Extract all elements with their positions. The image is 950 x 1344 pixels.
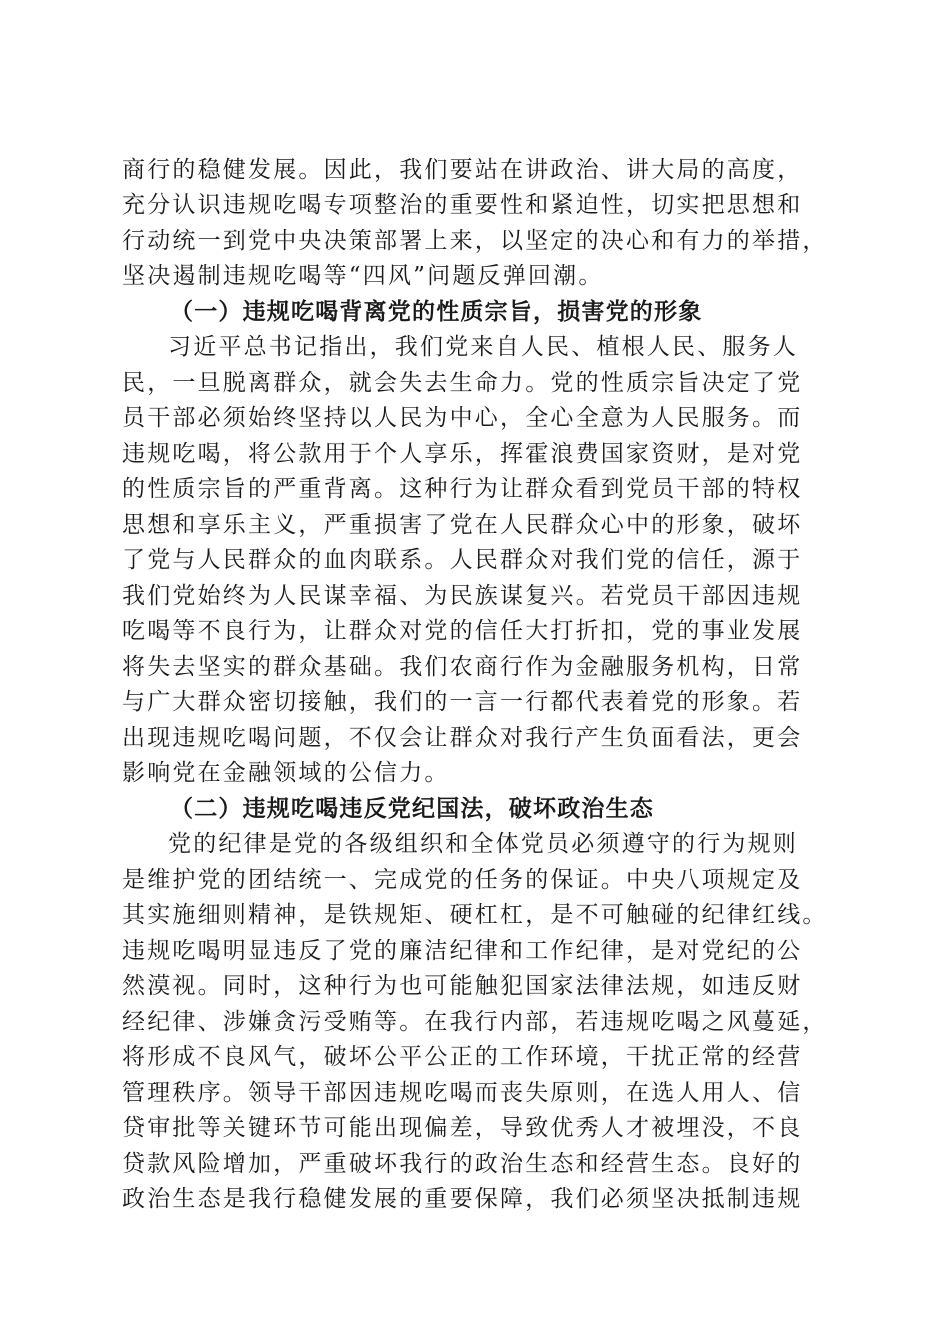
body-text-line: 贷款风险增加，严重破坏我行的政治生态和经营生态。良好的 (122, 1151, 803, 1177)
body-text-line: 充分认识违规吃喝专项整治的重要性和紧迫性，切实把思想和 (122, 192, 803, 218)
section-heading-2: （二）违规吃喝违反党纪国法，破坏政治生态 (170, 796, 654, 822)
body-text-line: 将形成不良风气，破坏公平公正的工作环境，干扰正常的经营 (122, 1044, 803, 1070)
body-text-line: 影响党在金融领域的公信力。 (122, 760, 450, 786)
body-text-line: 的性质宗旨的严重背离。这种行为让群众看到党员干部的特权 (122, 476, 803, 502)
body-text-line: 吃喝等不良行为，让群众对党的信任大打折扣，党的事业发展 (122, 618, 803, 644)
body-text-line: 了党与人民群众的血肉联系。人民群众对我们党的信任，源于 (122, 547, 803, 573)
body-text-line: 违规吃喝明显违反了党的廉洁纪律和工作纪律，是对党纪的公 (122, 938, 803, 964)
body-text-line: 民，一旦脱离群众，就会失去生命力。党的性质宗旨决定了党 (122, 370, 803, 396)
body-text-line: 我们党始终为人民谋幸福、为民族谋复兴。若党员干部因违规 (122, 583, 803, 609)
paragraph-first-line: 党的纪律是党的各级组织和全体党员必须遵守的行为规则 (168, 831, 798, 857)
body-text-line: 违规吃喝，将公款用于个人享乐，挥霍浪费国家资财，是对党 (122, 441, 803, 467)
body-text-line: 管理秩序。领导干部因违规吃喝而丧失原则，在选人用人、信 (122, 1080, 803, 1106)
body-text-line: 坚决遏制违规吃喝等“四风”问题反弹回潮。 (122, 263, 604, 289)
body-text-line: 然漠视。同时，这种行为也可能触犯国家法律法规，如违反财 (122, 973, 803, 999)
body-text-line: 出现违规吃喝问题，不仅会让群众对我行产生负面看法，更会 (122, 725, 803, 751)
body-text-line: 经纪律、涉嫌贪污受贿等。在我行内部，若违规吃喝之风蔓延， (122, 1009, 828, 1035)
body-text-line: 是维护党的团结统一、完成党的任务的保证。中央八项规定及 (122, 867, 803, 893)
body-text-line: 员干部必须始终坚持以人民为中心，全心全意为人民服务。而 (122, 405, 803, 431)
body-text-line: 思想和享乐主义，严重损害了党在人民群众心中的形象，破坏 (122, 512, 803, 538)
section-heading-1: （一）违规吃喝背离党的性质宗旨，损害党的形象 (170, 299, 703, 325)
body-text-line: 贷审批等关键环节可能出现偏差，导致优秀人才被埋没，不良 (122, 1115, 803, 1141)
body-text-line: 行动统一到党中央决策部署上来，以坚定的决心和有力的举措， (122, 228, 828, 254)
body-text-line: 政治生态是我行稳健发展的重要保障，我们必须坚决抵制违规 (122, 1186, 803, 1212)
body-text-line: 与广大群众密切接触，我们的一言一行都代表着党的形象。若 (122, 689, 803, 715)
body-text-line: 将失去坚实的群众基础。我们农商行作为金融服务机构，日常 (122, 654, 803, 680)
body-text-line: 其实施细则精神，是铁规矩、硬杠杠，是不可触碰的纪律红线。 (122, 902, 828, 928)
paragraph-first-line: 习近平总书记指出，我们党来自人民、植根人民、服务人 (168, 334, 798, 360)
body-text-line: 商行的稳健发展。因此，我们要站在讲政治、讲大局的高度， (122, 157, 803, 183)
